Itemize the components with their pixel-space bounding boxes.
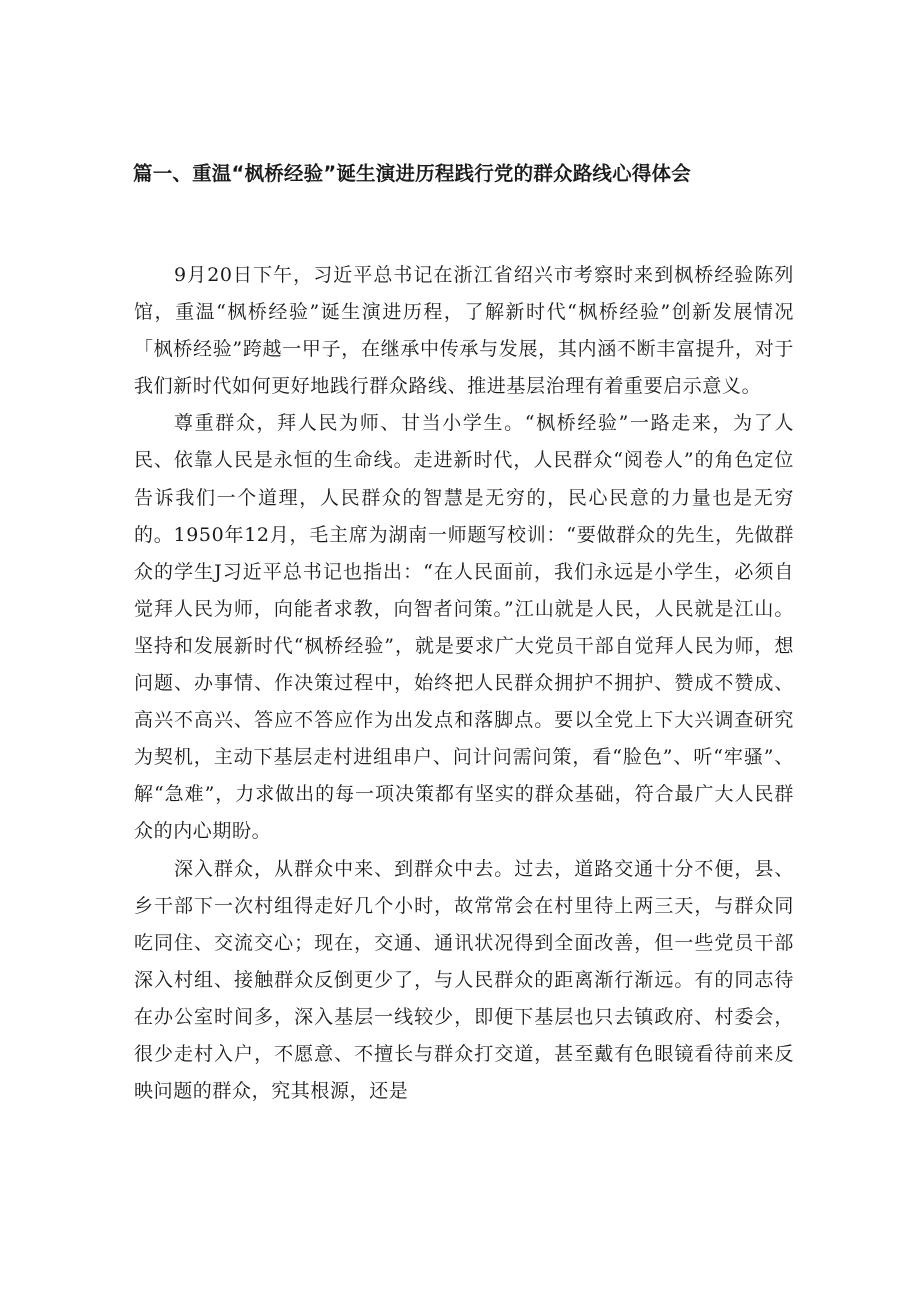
paragraph-1: 9月20日下午，习近平总书记在浙江省绍兴市考察时来到枫桥经验陈列馆，重温“枫桥经验”诞生演进历程，了解新时代“枫桥经验”创新发展情况「枫桥经验”跨越一甲子，在继承中传承与发展，其内涵不断丰富提升，对于我们新时代如何更好地践行群众路线、推进基层治理有着重要启示意义。 bbox=[134, 264, 794, 398]
document-body bbox=[134, 257, 794, 1110]
paragraph-3: 深入群众，从群众中来、到群众中去。过去，道路交通十分不便，县、乡干部下一次村组得走好几个小时，故常常会在村里待上两三天，与群众同吃同住、交流交心；现在，交通、通讯状况得到全面改善，但一些党员干部深入村组、接触群众反倒更少了，与人民群众的距离渐行渐远。有的同志待在办公室时间多，深入基层一线较少，即便下基层也只去镇政府、村委会，很少走村入户，不愿意、不擅长与群众打交道，甚至戴有色眼镜看待前来反映问题的群众，究其根源，还是 bbox=[134, 857, 794, 1103]
document-title: 篇一、重温“枫桥经验”诞生演进历程践行党的群众路线心得体会 bbox=[133, 162, 691, 185]
paragraph-2: 尊重群众，拜人民为师、甘当小学生。“枫桥经验”一路走来，为了人民、依靠人民是永恒的生命线。走进新时代，人民群众“阅卷人”的角色定位告诉我们一个道理，人民群众的智慧是无穷的，民心民意的力量也是无穷的。1950年12月，毛主席为湖南一师题写校训：“要做群众的先生，先做群众的学生J习近平总书记也指出：“在人民面前，我们永远是小学生，必须自觉拜人民为师，向能者求教，向智者问策。”江山就是人民，人民就是江山。坚持和发展新时代“枫桥经验”，就是要求广大党员干部自觉拜人民为师，想问题、办事情、作决策过程中，始终把人民群众拥护不拥护、赞成不赞成、高兴不高兴、答应不答应作为出发点和落脚点。要以全党上下大兴调查研究为契机，主动下基层走村进组串户、问计问需问策，看“脸色”、听“牢骚”、解“急难”，力求做出的每一项决策都有坚实的群众基础，符合最广大人民群众的内心期盼。 bbox=[134, 412, 794, 843]
